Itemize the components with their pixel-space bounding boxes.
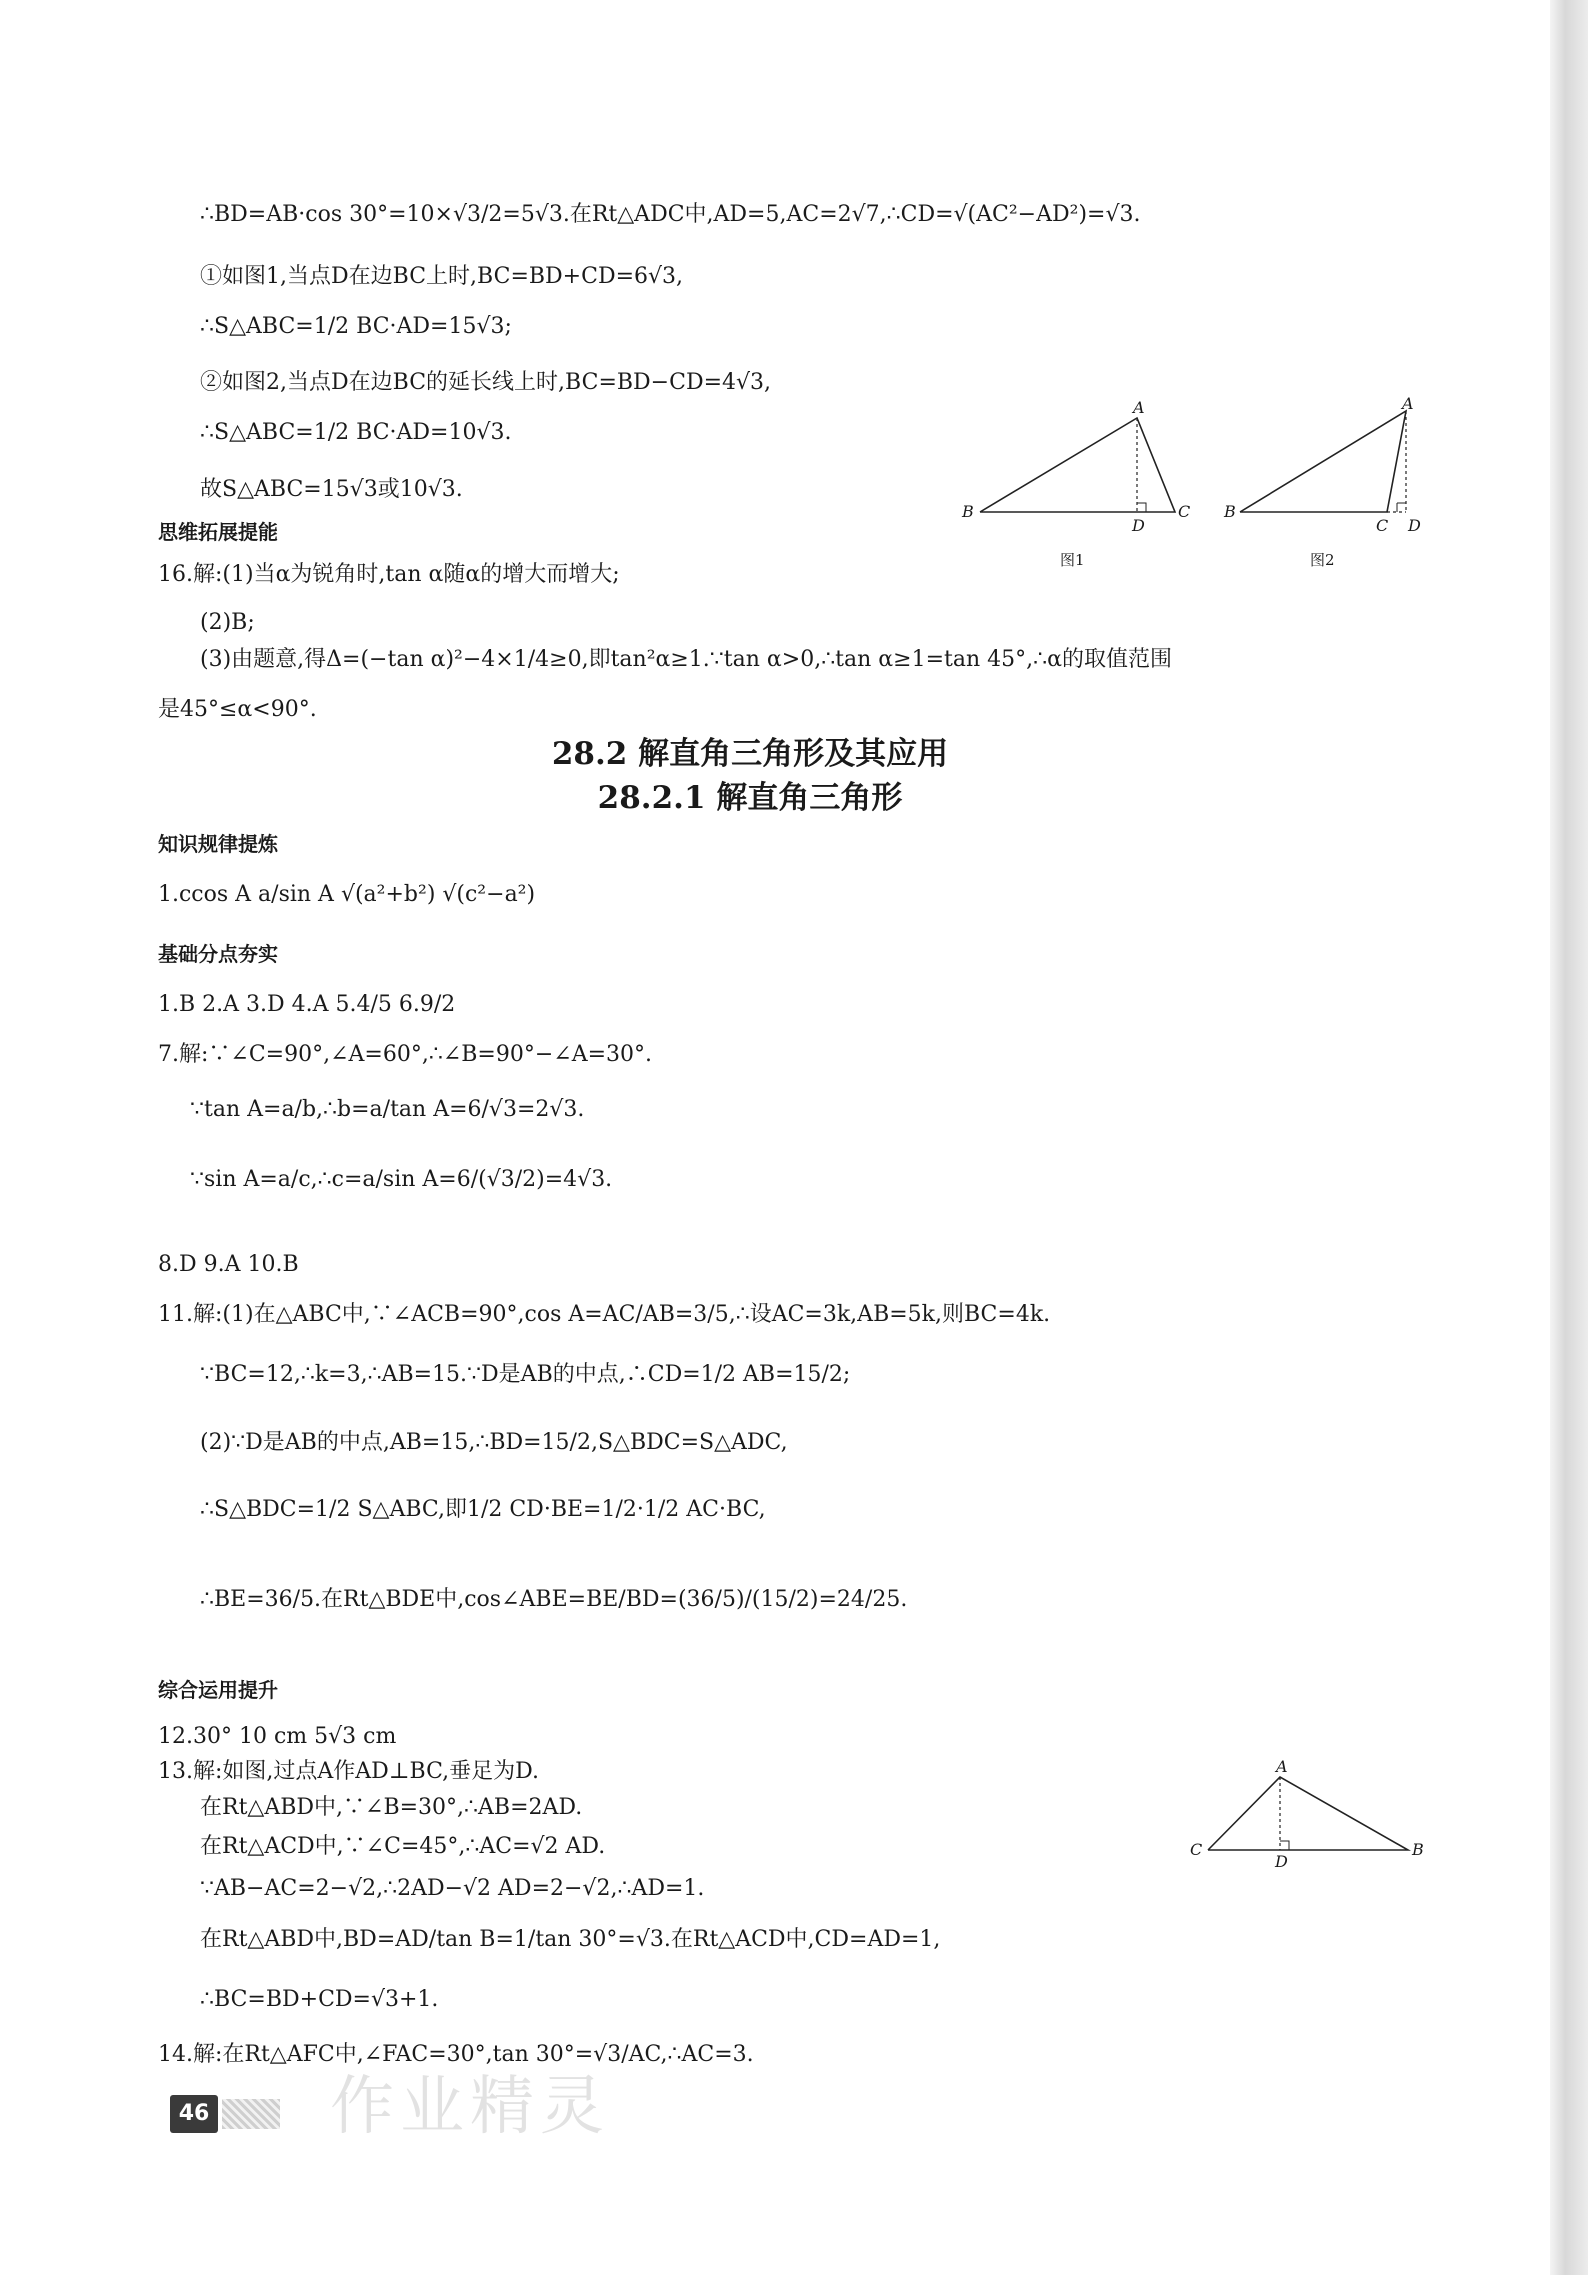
text-line: ∵tan A=a/b,∴b=a/tan A=6/√3=2√3. xyxy=(190,1097,585,1122)
fig2-caption: 图2 xyxy=(1310,551,1335,569)
fig2-label-B: B xyxy=(1224,502,1236,521)
section-heading: 综合运用提升 xyxy=(158,1678,278,1702)
text-line: 在Rt△ACD中,∵∠C=45°,∴AC=√2 AD. xyxy=(200,1834,606,1859)
text-line: 故S△ABC=15√3或10√3. xyxy=(200,477,463,502)
text-line: 16.解:(1)当α为锐角时,tan α随α的增大而增大; xyxy=(158,562,620,587)
watermark: 作业精灵 xyxy=(330,2070,610,2144)
fig1-triangle xyxy=(980,418,1175,512)
text-line: ∴S△ABC=1/2 BC·AD=15√3; xyxy=(200,314,512,339)
text-line: 1.B 2.A 3.D 4.A 5.4/5 6.9/2 xyxy=(158,992,456,1017)
text-line: 12.30° 10 cm 5√3 cm xyxy=(158,1724,397,1749)
fig1-label-C: C xyxy=(1178,502,1191,521)
text-line: 是45°≤α<90°. xyxy=(158,697,317,722)
text-line: ∵AB−AC=2−√2,∴2AD−√2 AD=2−√2,∴AD=1. xyxy=(200,1876,705,1901)
fig2-label-D: D xyxy=(1408,516,1421,535)
fig1-label-A: A xyxy=(1133,398,1145,417)
text-line: 11.解:(1)在△ABC中,∵∠ACB=90°,cos A=AC/AB=3/5,∴设AC=3k,AB=5k,则BC=4k. xyxy=(158,1302,1051,1327)
text-line: 在Rt△ABD中,BD=AD/tan B=1/tan 30°=√3.在Rt△ACD中,CD=AD=1, xyxy=(200,1927,941,1952)
text-line: ②如图2,当点D在边BC的延长线上时,BC=BD−CD=4√3, xyxy=(200,370,772,395)
text-line: ∴BD=AB·cos 30°=10×√3/2=5√3.在Rt△ADC中,AD=5,AC=2√7,∴CD=√(AC²−AD²)=√3. xyxy=(200,202,1141,227)
text-line: 14.解:在Rt△AFC中,∠FAC=30°,tan 30°=√3/AC,∴AC=3. xyxy=(158,2042,754,2067)
section-heading: 思维拓展提能 xyxy=(158,520,278,544)
text-line: ∴S△BDC=1/2 S△ABC,即1/2 CD·BE=1/2·1/2 AC·BC, xyxy=(200,1497,766,1522)
page-number-stripe xyxy=(222,2099,280,2129)
fig13-label-A: A xyxy=(1276,1757,1288,1776)
fig1-caption: 图1 xyxy=(1060,551,1085,569)
text-line: ①如图1,当点D在边BC上时,BC=BD+CD=6√3, xyxy=(200,264,684,289)
fig2-label-C: C xyxy=(1376,516,1389,535)
triangle-figures xyxy=(950,395,1440,575)
fig1-label-D: D xyxy=(1132,516,1145,535)
fig1-label-B: B xyxy=(962,502,974,521)
section-heading: 知识规律提炼 xyxy=(158,832,278,856)
page-number: 46 xyxy=(170,2095,218,2133)
text-line: 7.解:∵∠C=90°,∠A=60°,∴∠B=90°−∠A=30°. xyxy=(158,1042,653,1067)
text-line: 1.ccos A a/sin A √(a²+b²) √(c²−a²) xyxy=(158,882,536,907)
section-heading: 基础分点夯实 xyxy=(158,942,278,966)
text-line: ∵BC=12,∴k=3,∴AB=15.∵D是AB的中点,∴CD=1/2 AB=15/2; xyxy=(200,1362,851,1387)
page-number-badge xyxy=(170,2095,280,2133)
text-line: ∴BC=BD+CD=√3+1. xyxy=(200,1987,439,2012)
text-line: ∴BE=36/5.在Rt△BDE中,cos∠ABE=BE/BD=(36/5)/(15/2)=24/25. xyxy=(200,1587,908,1612)
page-edge xyxy=(1550,0,1588,2275)
text-line: (3)由题意,得Δ=(−tan α)²−4×1/4≥0,即tan²α≥1.∵tan α>0,∴tan α≥1=tan 45°,∴α的取值范围 xyxy=(200,647,1172,672)
fig13-label-D: D xyxy=(1275,1852,1288,1870)
text-line: 13.解:如图,过点A作AD⊥BC,垂足为D. xyxy=(158,1759,539,1784)
section-title: 28.2 解直角三角形及其应用 xyxy=(551,736,949,772)
fig13-label-C: C xyxy=(1190,1840,1203,1859)
triangle-figure-13 xyxy=(1180,1755,1440,1870)
subsection-title: 28.2.1 解直角三角形 xyxy=(597,780,903,816)
text-line: (2)B; xyxy=(200,610,255,635)
fig2-label-A: A xyxy=(1402,395,1414,413)
text-line: ∵sin A=a/c,∴c=a/sin A=6/(√3/2)=4√3. xyxy=(190,1167,613,1192)
text-line: (2)∵D是AB的中点,AB=15,∴BD=15/2,S△BDC=S△ADC, xyxy=(200,1430,788,1455)
text-line: 8.D 9.A 10.B xyxy=(158,1252,299,1277)
fig2-triangle xyxy=(1240,411,1406,512)
text-line: ∴S△ABC=1/2 BC·AD=10√3. xyxy=(200,420,512,445)
text-line: 在Rt△ABD中,∵∠B=30°,∴AB=2AD. xyxy=(200,1795,583,1820)
fig13-label-B: B xyxy=(1412,1840,1424,1859)
